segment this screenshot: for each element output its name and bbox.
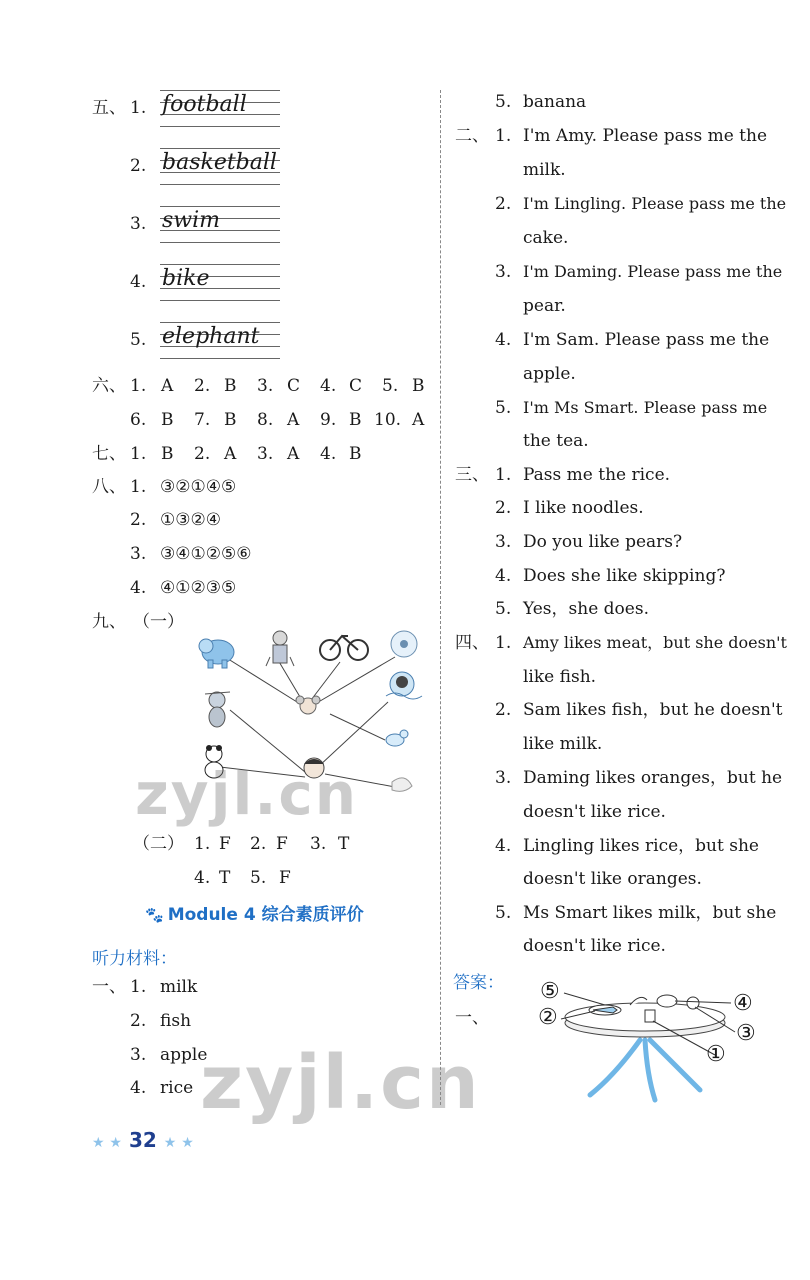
watermark-bottom: zyjl.cn: [200, 1040, 481, 1126]
l4-a2: Sam likes fish，but he doesn't: [523, 700, 783, 720]
s5-num-2: 2.: [130, 156, 147, 176]
s6-a1: A: [161, 376, 174, 396]
circle-1: ①: [706, 1042, 726, 1067]
l2-a3: I'm Daming. Please pass me the: [523, 262, 783, 281]
s8-v2: ①③②④: [160, 510, 221, 530]
s6-n7: 7.: [194, 410, 211, 430]
s6-n2: 2.: [194, 376, 211, 396]
s8-v4: ④①②③⑤: [160, 578, 237, 598]
l3-n2: 2.: [495, 498, 512, 518]
listening-title: 听力材料：: [92, 949, 177, 969]
l1-n3: 3.: [130, 1045, 147, 1065]
s7-a4: B: [349, 444, 362, 464]
s8-v3: ③④①②⑤⑥: [160, 544, 252, 564]
circle-4: ④: [733, 991, 753, 1016]
l2-a1: I'm Amy. Please pass me the: [523, 126, 768, 146]
milk-icon: [645, 1010, 655, 1022]
l2-label: 二、: [455, 126, 489, 146]
table-illustration: [535, 975, 765, 1105]
s6-n5: 5.: [382, 376, 399, 396]
l4-a4: Lingling likes rice，but she: [523, 836, 759, 856]
s6-a3: C: [287, 376, 301, 396]
s9-n3: 3.: [310, 834, 327, 854]
s6-n3: 3.: [257, 376, 274, 396]
star-icon: ★ ★: [163, 1135, 194, 1151]
circle-3: ③: [736, 1021, 756, 1046]
column-divider: [440, 90, 441, 1105]
s9-part2: （二）: [133, 834, 184, 854]
s5-word-5: elephant: [162, 324, 260, 349]
s7-a1: B: [161, 444, 174, 464]
apple-icon: [687, 997, 699, 1009]
l2-b3: pear.: [523, 296, 566, 316]
circle-2: ②: [538, 1005, 558, 1030]
s9-part1: （一）: [133, 612, 184, 632]
l3-n5: 5.: [495, 599, 512, 619]
l4-a1: Amy likes meat，but she doesn't: [523, 633, 787, 652]
l1-n4: 4.: [130, 1078, 147, 1098]
s6-n8: 8.: [257, 410, 274, 430]
s6-a4: C: [349, 376, 363, 396]
s7-n3: 3.: [257, 444, 274, 464]
l1-n2: 2.: [130, 1011, 147, 1031]
duck-icon: [386, 730, 408, 746]
table-legs: [590, 1040, 700, 1100]
s9-a3: T: [338, 834, 350, 854]
l1-n1: 1.: [130, 977, 147, 997]
s6-n6: 6.: [130, 410, 147, 430]
l2-n2: 2.: [495, 194, 512, 214]
l1-w3: apple: [160, 1045, 208, 1065]
l2-b1: milk.: [523, 160, 566, 180]
s7-n1: 1.: [130, 444, 147, 464]
l4-n5: 5.: [495, 903, 512, 923]
l3-label: 三、: [455, 465, 489, 485]
l2-a2: I'm Lingling. Please pass me the: [523, 194, 787, 213]
s6-a8: A: [287, 410, 300, 430]
l3-n4: 4.: [495, 566, 512, 586]
section-5-label: 五、: [92, 98, 126, 118]
l4-b3: doesn't like rice.: [523, 802, 666, 822]
s6-a6: B: [161, 410, 174, 430]
s5-word-4: bike: [162, 266, 210, 291]
section-8-label: 八、: [92, 477, 126, 497]
l2-b5: the tea.: [523, 431, 589, 451]
s7-n2: 2.: [194, 444, 211, 464]
l1-w4: rice: [160, 1078, 194, 1098]
s5-num-4: 4.: [130, 272, 147, 292]
l1-w5: banana: [523, 92, 587, 112]
l3-n3: 3.: [495, 532, 512, 552]
l1-label: 一、: [92, 977, 126, 997]
l2-b2: cake.: [523, 228, 569, 248]
l4-n4: 4.: [495, 836, 512, 856]
s8-v1: ③②①④⑤: [160, 477, 237, 497]
s6-n9: 9.: [320, 410, 337, 430]
s9-n5: 5.: [250, 868, 267, 888]
l4-b4: doesn't like oranges.: [523, 869, 702, 889]
section-6-label: 六、: [92, 376, 126, 396]
s5-num-5: 5.: [130, 330, 147, 350]
football-icon: [391, 631, 417, 657]
bicycle-icon: [320, 636, 368, 660]
s6-a2: B: [224, 376, 237, 396]
section-7-label: 七、: [92, 444, 126, 464]
s6-a10: A: [412, 410, 425, 430]
watermark-mid: zyjl.cn: [135, 760, 359, 828]
l1-w1: milk: [160, 977, 198, 997]
s6-a9: B: [349, 410, 362, 430]
s8-n1: 1.: [130, 477, 147, 497]
s8-n3: 3.: [130, 544, 147, 564]
l2-a4: I'm Sam. Please pass me the: [523, 330, 770, 350]
l2-a5: I'm Ms Smart. Please pass me: [523, 398, 768, 417]
s5-num-3: 3.: [130, 214, 147, 234]
module-heading: [145, 900, 364, 925]
page-number: 32: [128, 1128, 157, 1152]
rice-bowl-icon: [657, 995, 677, 1007]
l2-n1: 1.: [495, 126, 512, 146]
s5-word-1: football: [162, 92, 247, 117]
l4-n2: 2.: [495, 700, 512, 720]
girl-icon: [296, 696, 320, 714]
s9-a2: F: [276, 834, 288, 854]
s5-word-2: basketball: [162, 150, 277, 175]
s9-a5: F: [279, 868, 291, 888]
l4-n1: 1.: [495, 633, 512, 653]
l3-a2: I like noodles.: [523, 498, 644, 518]
l4-b5: doesn't like rice.: [523, 936, 666, 956]
l2-n3: 3.: [495, 262, 512, 282]
l4-b1: like fish.: [523, 667, 597, 687]
s5-num-1: 1.: [130, 98, 147, 118]
l2-b4: apple.: [523, 364, 576, 384]
elephant-icon: [199, 639, 234, 668]
s9-n2: 2.: [250, 834, 267, 854]
s6-a5: B: [412, 376, 425, 396]
page-number-area: [92, 1128, 194, 1152]
l2-n4: 4.: [495, 330, 512, 350]
circle-5: ⑤: [540, 979, 560, 1004]
s9-a1: F: [219, 834, 231, 854]
monkey-icon: [205, 692, 230, 727]
s9-n4: 4.: [194, 868, 211, 888]
star-icon: ★ ★: [92, 1135, 122, 1151]
s6-n10: 10.: [374, 410, 402, 430]
s9-n1: 1.: [194, 834, 211, 854]
s7-a3: A: [287, 444, 300, 464]
module-title: Module 4 综合素质评价: [167, 905, 364, 925]
l4-a5: Ms Smart likes milk，but she: [523, 903, 777, 923]
l3-n1: 1.: [495, 465, 512, 485]
l1-w2: fish: [160, 1011, 192, 1031]
answer-title: 答案：: [453, 973, 504, 993]
paw-icon: 🐾: [145, 906, 164, 924]
l3-a5: Yes，she does.: [523, 599, 649, 619]
s8-n2: 2.: [130, 510, 147, 530]
s6-n4: 4.: [320, 376, 337, 396]
l4-n3: 3.: [495, 768, 512, 788]
l4-label: 四、: [455, 633, 489, 653]
swimming-boy-icon: [386, 672, 422, 699]
s6-a7: B: [224, 410, 237, 430]
section-9-label: 九、: [92, 612, 126, 632]
s5-word-3: swim: [162, 208, 221, 233]
answer-label: 一、: [455, 1008, 489, 1028]
l4-b2: like milk.: [523, 734, 603, 754]
l3-a3: Do you like pears?: [523, 532, 683, 552]
l2-n5: 5.: [495, 398, 512, 418]
child-badminton-icon: [266, 631, 294, 666]
s8-n4: 4.: [130, 578, 147, 598]
l1-n5: 5.: [495, 92, 512, 112]
s7-n4: 4.: [320, 444, 337, 464]
l4-a3: Daming likes oranges，but he: [523, 768, 783, 788]
l3-a4: Does she like skipping?: [523, 566, 726, 586]
s7-a2: A: [224, 444, 237, 464]
l3-a1: Pass me the rice.: [523, 465, 671, 485]
s6-n1: 1.: [130, 376, 147, 396]
shoe-icon: [392, 778, 412, 792]
s9-a4: T: [219, 868, 231, 888]
